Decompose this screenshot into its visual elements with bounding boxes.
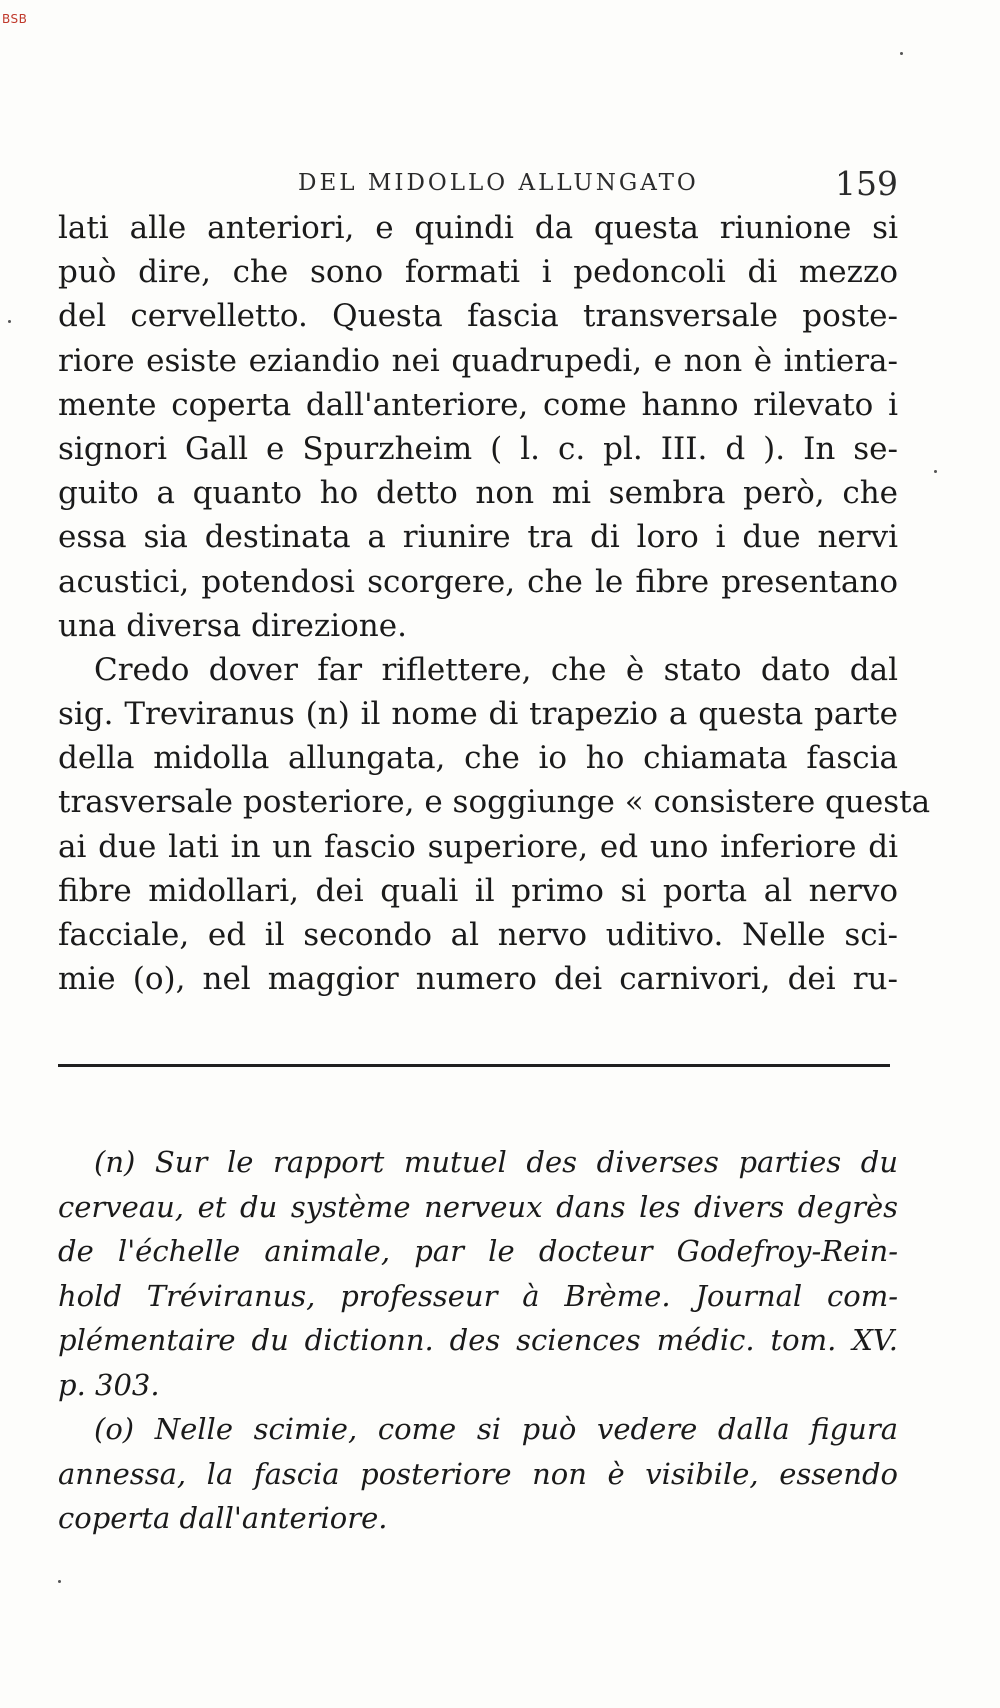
text-line: della midolla allungata, che io ho chiamata fascia bbox=[58, 740, 898, 777]
footnotes-block bbox=[58, 1140, 898, 1541]
library-watermark: BSB bbox=[2, 12, 28, 26]
footnote-line: de l'échelle animale, par le docteur Godefroy-Rein- bbox=[58, 1234, 898, 1268]
paper-speck bbox=[8, 320, 11, 323]
text-line: trasversale posteriore, e soggiunge « consistere questa bbox=[58, 784, 931, 821]
footnote-line: coperta dall'anteriore. bbox=[58, 1501, 388, 1535]
text-line: Credo dover far riflettere, che è stato dato dal bbox=[94, 651, 898, 688]
text-line: può dire, che sono formati i pedoncoli di mezzo bbox=[58, 254, 898, 291]
text-line: acustici, potendosi scorgere, che le fibre presentano bbox=[58, 563, 898, 600]
text-line: lati alle anteriori, e quindi da questa riunione si bbox=[58, 210, 898, 246]
footnote-line: cerveau, et du système nerveux dans les divers degrès bbox=[58, 1189, 898, 1224]
footnote-separator-rule bbox=[58, 1064, 890, 1067]
text-line: guito a quanto ho detto non mi sembra però, che bbox=[58, 475, 898, 512]
text-line: fibre midollari, dei quali il primo si porta al nervo bbox=[58, 872, 898, 909]
text-line: signori Gall e Spurzheim ( l. c. pl. III. d ). In se- bbox=[58, 430, 898, 467]
text-line: ai due lati in un fascio superiore, ed uno inferiore di bbox=[58, 828, 898, 865]
text-line: riore esiste eziandio nei quadrupedi, e non è intiera- bbox=[58, 342, 898, 379]
main-text-block bbox=[58, 206, 931, 1001]
footnote-line: (o) Nelle scimie, come si può vedere dalla figura bbox=[94, 1412, 898, 1446]
footnote-line: plémentaire du dictionn. des sciences médic. tom. XV. bbox=[58, 1323, 898, 1357]
running-head bbox=[58, 164, 898, 210]
text-line: del cervelletto. Questa fascia transversale poste- bbox=[58, 298, 898, 335]
paper-speck bbox=[900, 52, 903, 55]
footnote-line: annessa, la fascia posteriore non è visibile, essendo bbox=[58, 1456, 898, 1491]
footnote-line: p. 303. bbox=[58, 1367, 160, 1402]
page-number: 159 bbox=[835, 164, 898, 203]
footnote-line: hold Tréviranus, professeur à Brème. Journal com- bbox=[58, 1278, 898, 1313]
footnote-line: (n) Sur le rapport mutuel des diverses parties du bbox=[94, 1145, 898, 1179]
text-line: mente coperta dall'anteriore, come hanno rilevato i bbox=[58, 386, 898, 423]
paper-speck bbox=[58, 1580, 61, 1583]
text-line: mie (o), nel maggior numero dei carnivori, dei ru- bbox=[58, 961, 898, 998]
paper-speck bbox=[934, 470, 937, 473]
text-line: una diversa direzione. bbox=[58, 607, 407, 644]
text-line: facciale, ed il secondo al nervo uditivo. Nelle sci- bbox=[58, 917, 898, 953]
running-head-title: DEL MIDOLLO ALLUNGATO bbox=[298, 170, 699, 196]
text-line: sig. Treviranus (n) il nome di trapezio a questa parte bbox=[58, 696, 898, 733]
text-line: essa sia destinata a riunire tra di loro i due nervi bbox=[58, 519, 898, 556]
